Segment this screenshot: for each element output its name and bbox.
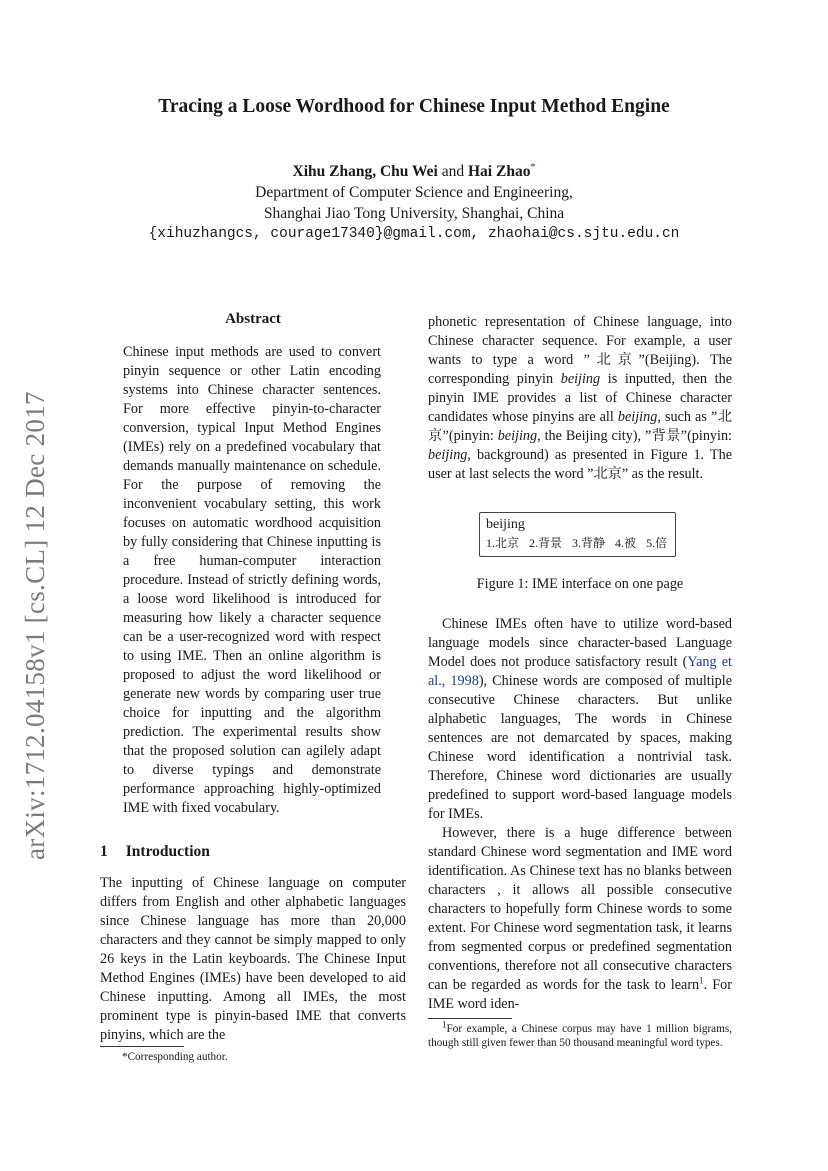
footnote-rule-left — [100, 1046, 184, 1047]
text-run: , the Beijing city), ”背景”(pinyin: — [537, 428, 732, 444]
author-block — [60, 157, 768, 245]
author-and: and — [441, 163, 465, 181]
pinyin-term: beijing — [497, 428, 538, 444]
ime-pinyin-input: beijing — [486, 517, 525, 532]
text-run: Chinese IMEs often have to utilize word-based language models since character-based Language Model does not produce satisfactory result ( — [428, 616, 732, 670]
pinyin-term: beijing — [560, 371, 601, 387]
text-run: phonetic representation of Chinese language, into Chinese character sequence. For example, a user wants to type a word ”北京”(Beijing). The corresponding pinyin — [428, 314, 732, 387]
paper-title: Tracing a Loose Wordhood for Chinese Input Method Engine — [158, 96, 670, 117]
pinyin-term: beijing — [617, 409, 658, 425]
section-title: Introduction — [125, 843, 210, 860]
pinyin-term: beijing — [428, 447, 468, 463]
section-number: 1 — [100, 843, 108, 860]
citation-link[interactable]: Yang et al., 1998 — [428, 654, 732, 689]
ime-candidate: 3.背静 — [572, 536, 606, 550]
section-heading-introduction — [100, 843, 210, 861]
footnote-1 — [428, 1019, 732, 1050]
ime-candidate: 5.倍 — [646, 536, 668, 550]
author-names-last: Hai Zhao — [468, 163, 531, 181]
corresponding-author-mark[interactable]: * — [530, 162, 536, 173]
text-run: , background) as presented in Figure 1. The user at last selects the word ”北京” as the result. — [428, 447, 732, 482]
body-paragraphs-right-2 — [428, 615, 732, 1014]
body-paragraph — [428, 824, 732, 1014]
affiliation-line-1: Department of Computer Science and Engineering, — [255, 184, 573, 202]
figure-caption: Figure 1: IME interface on one page — [476, 576, 684, 592]
text-run: , such as ”北京”(pinyin: — [428, 409, 733, 444]
ime-interface-figure — [479, 512, 676, 557]
text-run: is inputted, then the pinyin IME provides a list of Chinese character candidates whose pinyins are all — [428, 371, 732, 425]
ime-candidate: 4.被 — [615, 536, 637, 550]
body-paragraph — [428, 615, 732, 824]
footnote-reference[interactable]: 1 — [699, 975, 704, 986]
author-names — [60, 157, 768, 182]
body-paragraph-right-1 — [428, 313, 732, 484]
text-run: ), Chinese words are composed of multiple consecutive Chinese characters. But unlike alphabetic languages, The words in Chinese sentences are not demarcated by spaces, making Chinese word identification a nontrivial task. Therefore, Chinese word dictionaries are usually predefined to support word-based language models for IMEs. — [428, 673, 732, 822]
text-run: . For IME word iden- — [428, 977, 732, 1012]
introduction-paragraph-1: The inputting of Chinese language on computer differs from English and other alphabetic languages since Chinese language has more than 20,000 characters and they cannot be simply mapped to only 26 keys in the Latin keyboards. The Chinese Input Method Engines (IMEs) have been developed to aid Chinese inputting. Among all IMEs, the most prominent type is pinyin-based IME that converts pinyins, which are the — [100, 875, 406, 1043]
footnote-corresponding-author: *Corresponding author. — [122, 1051, 228, 1063]
author-emails: {xihuzhangcs, courage17340}@gmail.com, zhaohai@cs.sjtu.edu.cn — [148, 226, 680, 243]
ime-candidate: 1.北京 — [486, 536, 520, 550]
author-names-first: Xihu Zhang, Chu Wei — [292, 163, 438, 181]
abstract-text: Chinese input methods are used to convert pinyin sequence or other Latin encoding systems into Chinese character sentences. For more effective pinyin-to-character conversion, typical Input Method Engines (IMEs) rely on a predefined vocabulary that demands manually maintenance on schedule. For the purpose of removing the inconvenient vocabulary setting, this work focuses on automatic wordhood acquisition by fully considering that Chinese inputting is a free human-computer interaction procedure. Instead of strictly defining words, a loose word likelihood is introduced for measuring how likely a character sequence can be a user-recognized word with respect to using IME. Then an online algorithm is proposed to adjust the word likelihood or generate new words by comparing user true choice for inputting and the algorithm prediction. The experimental results show that the proposed solution can agilely adapt to diverse typings and demonstrate performance approaching highly-optimized IME with fixed vocabulary. — [123, 344, 381, 816]
arxiv-identifier: arXiv:1712.04158v1 [cs.CL] 12 Dec 2017 — [20, 391, 50, 860]
footnote-mark: 1 — [442, 1019, 447, 1030]
text-run: However, there is a huge difference between standard Chinese word segmentation and IME word identification. As Chinese text has no blanks between characters , it allows all possible consecutive characters to hopefully form Chinese words to some extent. For Chinese word segmentation task, it learns from segmented corpus or predefined segmentation conventions, therefore not all consecutive characters can be regarded as words for the task to learn — [428, 825, 732, 993]
abstract-heading: Abstract — [225, 311, 281, 327]
footnote-rule-right — [428, 1018, 512, 1019]
ime-candidate: 2.背景 — [529, 536, 563, 550]
ime-candidate-list — [486, 534, 669, 552]
footnote-text: For example, a Chinese corpus may have 1 million bigrams, though still given fewer than 50 thousand meaningful word types. — [428, 1023, 732, 1049]
affiliation-line-2: Shanghai Jiao Tong University, Shanghai, China — [263, 205, 565, 223]
